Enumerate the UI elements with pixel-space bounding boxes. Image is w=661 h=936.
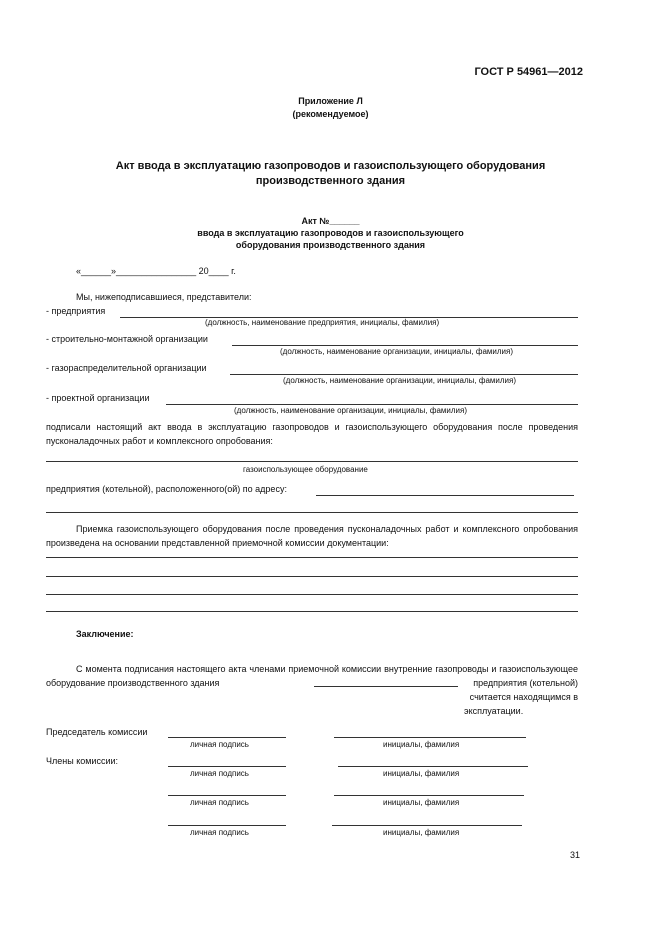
address-line-2 [46,512,578,513]
conclusion-text-a: С момента подписания настоящего акта членами приемочной комиссии внутренние газопроводы и газоиспользующее оборудование производственного здания [46,664,578,688]
chairman-name-hint: инициалы, фамилия [383,740,460,749]
enterprise-label: - предприятия [46,306,106,316]
address-line [316,495,574,496]
act-subtitle-line1: ввода в эксплуатацию газопроводов и газоиспользующего [197,228,464,238]
construction-label: - строительно-монтажной организации [46,334,208,344]
enterprise-hint: (должность, наименование предприятия, инициалы, фамилия) [205,318,440,327]
documentation-line-2 [46,576,578,577]
design-hint: (должность, наименование организации, инициалы, фамилия) [234,406,467,415]
chairman-signature-hint: личная подпись [190,740,249,749]
appendix-status: (рекомендуемое) [292,109,369,119]
standard-number: ГОСТ Р 54961—2012 [474,66,583,78]
member2-name-line [334,795,524,796]
member2-name-hint: инициалы, фамилия [383,798,460,807]
construction-hint: (должность, наименование организации, инициалы, фамилия) [280,347,513,356]
building-line [314,686,458,687]
gas-distribution-hint: (должность, наименование организации, инициалы, фамилия) [283,376,516,385]
member2-signature-line [168,795,286,796]
member1-signature-line [168,766,286,767]
acceptance-paragraph: Приемка газоиспользующего оборудования после проведения пусконаладочных работ и комплексного опробования произведена на основании представленной приемочной комиссии документации: [46,524,578,548]
document-title-line1: Акт ввода в эксплуатацию газопроводов и газоиспользующего оборудования [115,160,546,172]
documentation-line-3 [46,594,578,595]
appendix-title: Приложение Л [298,96,363,106]
documentation-line-4 [46,611,578,612]
member1-signature-hint: личная подпись [190,769,249,778]
signed-paragraph: подписали настоящий акт ввода в эксплуатацию газопроводов и газоиспользующего оборудования после проведения пусконаладочных работ и комплексного опробования: [46,422,578,446]
equipment-hint: газоиспользующее оборудование [243,465,368,474]
chairman-label: Председатель комиссии [46,727,148,737]
page-number: 31 [570,850,581,860]
conclusion-heading: Заключение: [76,629,134,639]
conclusion-text-b: предприятия (котельной) считается находящимся в эксплуатации. [464,678,578,716]
construction-line [232,345,578,346]
act-subtitle-line2: оборудования производственного здания [235,240,426,250]
member3-signature-line [168,825,286,826]
equipment-line [46,461,578,462]
member1-name-hint: инициалы, фамилия [383,769,460,778]
act-number: Акт №______ [301,216,360,226]
gas-distribution-line [230,374,578,375]
chairman-signature-line [168,737,286,738]
members-label: Члены комиссии: [46,756,119,766]
representatives-intro: Мы, нижеподписавшиеся, представители: [76,292,252,302]
address-label: предприятия (котельной), расположенного(ой) по адресу: [46,484,287,494]
member3-name-hint: инициалы, фамилия [383,828,460,837]
member2-signature-hint: личная подпись [190,798,249,807]
member3-signature-hint: личная подпись [190,828,249,837]
gas-distribution-label: - газораспределительной организации [46,363,207,373]
documentation-line-1 [46,557,578,558]
document-title-line2: производственного здания [255,175,406,187]
member1-name-line [338,766,528,767]
design-line [166,404,578,405]
chairman-name-line [334,737,526,738]
member3-name-line [332,825,522,826]
design-label: - проектной организации [46,393,150,403]
act-date: «______»________________ 20____ г. [76,266,236,276]
